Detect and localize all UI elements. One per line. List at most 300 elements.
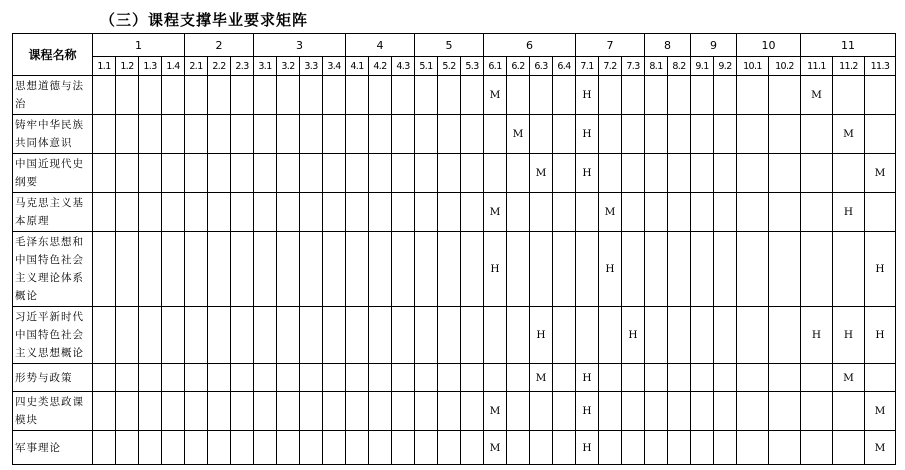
support-level-cell	[162, 431, 185, 465]
support-level-cell	[507, 154, 530, 193]
support-level-cell	[323, 364, 346, 392]
support-level-cell	[162, 364, 185, 392]
requirement-sub-header: 4.2	[369, 57, 392, 76]
support-level-cell	[553, 232, 576, 307]
support-level-cell	[277, 76, 300, 115]
support-level-cell	[801, 392, 833, 431]
support-level-cell: M	[484, 193, 507, 232]
support-level-cell	[553, 307, 576, 364]
support-level-cell	[116, 232, 139, 307]
support-level-cell	[323, 76, 346, 115]
requirement-sub-header: 10.2	[769, 57, 801, 76]
support-level-cell	[208, 232, 231, 307]
support-level-cell	[231, 76, 254, 115]
support-level-cell: H	[865, 232, 896, 307]
support-level-cell	[599, 76, 622, 115]
requirement-sub-header: 9.2	[714, 57, 737, 76]
requirement-sub-header: 11.2	[833, 57, 865, 76]
support-level-cell	[369, 193, 392, 232]
requirement-sub-header: 6.4	[553, 57, 576, 76]
support-level-cell	[530, 232, 553, 307]
support-level-cell	[484, 115, 507, 154]
support-level-cell	[801, 193, 833, 232]
support-level-cell	[833, 232, 865, 307]
support-level-cell	[737, 392, 769, 431]
requirement-sub-header: 2.2	[208, 57, 231, 76]
support-level-cell	[139, 154, 162, 193]
support-level-cell	[369, 364, 392, 392]
requirement-sub-header: 5.3	[461, 57, 484, 76]
support-level-cell	[254, 193, 277, 232]
support-level-cell: M	[530, 154, 553, 193]
support-level-cell	[415, 193, 438, 232]
support-level-cell	[645, 193, 668, 232]
support-level-cell	[599, 431, 622, 465]
support-level-cell	[392, 307, 415, 364]
support-level-cell	[769, 431, 801, 465]
requirement-sub-header: 4.3	[392, 57, 415, 76]
support-level-cell: M	[865, 431, 896, 465]
support-level-cell	[668, 364, 691, 392]
support-level-cell	[93, 193, 116, 232]
support-level-cell: H	[801, 307, 833, 364]
support-level-cell	[208, 76, 231, 115]
support-level-cell	[461, 232, 484, 307]
support-level-cell	[769, 392, 801, 431]
support-level-cell	[254, 392, 277, 431]
support-level-cell	[392, 364, 415, 392]
support-level-cell	[277, 154, 300, 193]
support-level-cell	[737, 232, 769, 307]
support-level-cell	[162, 232, 185, 307]
support-level-cell	[93, 364, 116, 392]
requirement-sub-header: 5.2	[438, 57, 461, 76]
support-level-cell	[254, 115, 277, 154]
support-level-cell	[599, 364, 622, 392]
support-level-cell	[162, 392, 185, 431]
support-level-cell	[254, 232, 277, 307]
requirement-sub-header: 1.4	[162, 57, 185, 76]
support-level-cell	[346, 307, 369, 364]
support-level-cell	[323, 193, 346, 232]
support-level-cell	[438, 392, 461, 431]
support-level-cell	[392, 392, 415, 431]
support-level-cell	[93, 431, 116, 465]
requirement-sub-header: 3.4	[323, 57, 346, 76]
support-level-cell	[645, 307, 668, 364]
support-level-cell	[93, 392, 116, 431]
support-level-cell	[553, 193, 576, 232]
support-level-cell	[714, 364, 737, 392]
support-level-cell: H	[484, 232, 507, 307]
support-level-cell: M	[507, 115, 530, 154]
support-level-cell	[93, 232, 116, 307]
support-level-cell	[769, 232, 801, 307]
support-level-cell	[346, 392, 369, 431]
table-row	[13, 76, 896, 115]
support-level-cell	[208, 307, 231, 364]
support-level-cell	[599, 154, 622, 193]
support-level-cell	[415, 154, 438, 193]
requirement-sub-header: 7.2	[599, 57, 622, 76]
table-row	[13, 232, 896, 307]
requirement-group-header: 5	[415, 34, 484, 57]
support-level-cell	[185, 431, 208, 465]
support-level-cell	[801, 232, 833, 307]
course-name-cell: 四史类思政课模块	[13, 392, 93, 431]
support-level-cell	[507, 193, 530, 232]
support-level-cell	[139, 431, 162, 465]
support-level-cell	[668, 193, 691, 232]
support-level-cell	[185, 232, 208, 307]
support-level-cell	[714, 392, 737, 431]
support-level-cell	[162, 307, 185, 364]
support-level-cell	[346, 232, 369, 307]
support-level-cell	[438, 193, 461, 232]
support-level-cell: M	[599, 193, 622, 232]
support-level-cell	[865, 364, 896, 392]
requirement-group-header: 1	[93, 34, 185, 57]
support-level-cell	[668, 76, 691, 115]
support-level-cell	[415, 307, 438, 364]
table-row	[13, 364, 896, 392]
support-level-cell	[737, 76, 769, 115]
support-level-cell	[553, 115, 576, 154]
requirement-sub-header: 4.1	[346, 57, 369, 76]
requirement-sub-header: 3.1	[254, 57, 277, 76]
support-level-cell: M	[833, 364, 865, 392]
support-level-cell: H	[530, 307, 553, 364]
support-level-cell	[691, 193, 714, 232]
requirement-sub-header: 1.2	[116, 57, 139, 76]
support-level-cell	[254, 431, 277, 465]
support-level-cell	[162, 76, 185, 115]
support-level-cell	[323, 307, 346, 364]
support-level-cell	[139, 115, 162, 154]
support-level-cell	[530, 76, 553, 115]
support-level-cell	[668, 392, 691, 431]
support-level-cell	[139, 392, 162, 431]
support-level-cell	[392, 232, 415, 307]
table-row	[13, 307, 896, 364]
support-level-cell	[323, 392, 346, 431]
support-level-cell	[185, 193, 208, 232]
support-level-cell	[392, 154, 415, 193]
support-level-cell	[553, 154, 576, 193]
support-level-cell	[438, 307, 461, 364]
table-row	[13, 193, 896, 232]
support-level-cell	[116, 154, 139, 193]
support-level-cell	[507, 76, 530, 115]
requirement-group-header: 7	[576, 34, 645, 57]
support-level-cell	[438, 115, 461, 154]
support-level-cell	[300, 307, 323, 364]
course-name-header: 课程名称	[13, 34, 93, 76]
support-level-cell	[300, 431, 323, 465]
support-level-cell	[277, 115, 300, 154]
support-level-cell	[185, 364, 208, 392]
support-level-cell	[530, 193, 553, 232]
support-level-cell	[369, 154, 392, 193]
support-level-cell	[484, 307, 507, 364]
support-level-cell	[438, 154, 461, 193]
requirement-sub-header: 11.3	[865, 57, 896, 76]
support-level-cell	[438, 431, 461, 465]
requirement-sub-header: 7.3	[622, 57, 645, 76]
support-level-cell: H	[599, 232, 622, 307]
support-level-cell	[415, 115, 438, 154]
support-level-cell	[461, 154, 484, 193]
support-level-cell	[93, 76, 116, 115]
support-level-cell	[300, 154, 323, 193]
requirement-sub-header: 8.1	[645, 57, 668, 76]
support-level-cell	[139, 193, 162, 232]
support-level-cell	[865, 193, 896, 232]
support-level-cell: M	[801, 76, 833, 115]
support-level-cell	[645, 154, 668, 193]
support-level-cell	[691, 364, 714, 392]
support-level-cell	[769, 76, 801, 115]
support-level-cell	[801, 115, 833, 154]
support-level-cell	[116, 115, 139, 154]
support-level-cell	[801, 431, 833, 465]
support-level-cell	[645, 392, 668, 431]
support-level-cell	[833, 154, 865, 193]
support-level-cell	[769, 154, 801, 193]
support-level-cell	[691, 232, 714, 307]
support-level-cell	[668, 307, 691, 364]
support-level-cell: H	[865, 307, 896, 364]
support-level-cell	[833, 431, 865, 465]
support-level-cell	[645, 364, 668, 392]
requirement-group-header: 2	[185, 34, 254, 57]
support-level-cell	[645, 431, 668, 465]
requirement-group-header: 11	[801, 34, 896, 57]
support-level-cell	[691, 392, 714, 431]
support-level-cell	[530, 115, 553, 154]
support-level-cell	[622, 364, 645, 392]
support-level-cell: H	[576, 392, 599, 431]
support-level-cell	[484, 154, 507, 193]
support-level-cell	[415, 232, 438, 307]
course-name-cell: 习近平新时代中国特色社会主义思想概论	[13, 307, 93, 364]
support-level-cell	[553, 364, 576, 392]
requirement-sub-header: 6.3	[530, 57, 553, 76]
support-level-cell	[714, 307, 737, 364]
support-level-cell	[645, 115, 668, 154]
support-level-cell	[507, 364, 530, 392]
support-level-cell	[231, 431, 254, 465]
support-level-cell	[392, 76, 415, 115]
support-level-cell	[622, 115, 645, 154]
support-level-cell	[116, 193, 139, 232]
support-level-cell	[737, 431, 769, 465]
support-level-cell	[254, 307, 277, 364]
support-level-cell	[769, 307, 801, 364]
support-level-cell	[576, 193, 599, 232]
support-level-cell	[93, 307, 116, 364]
support-level-cell	[277, 193, 300, 232]
support-level-cell	[116, 431, 139, 465]
support-level-cell	[833, 76, 865, 115]
support-level-cell	[576, 232, 599, 307]
support-level-cell	[714, 115, 737, 154]
support-level-cell: M	[484, 392, 507, 431]
support-level-cell	[599, 307, 622, 364]
support-level-cell	[139, 76, 162, 115]
support-level-cell	[553, 431, 576, 465]
support-level-cell	[622, 232, 645, 307]
requirement-group-header: 9	[691, 34, 737, 57]
support-level-cell	[116, 364, 139, 392]
course-name-cell: 中国近现代史纲要	[13, 154, 93, 193]
support-level-cell	[277, 392, 300, 431]
support-level-cell	[415, 392, 438, 431]
requirement-sub-header: 1.3	[139, 57, 162, 76]
support-level-cell	[346, 115, 369, 154]
support-level-cell	[346, 154, 369, 193]
support-level-cell	[369, 115, 392, 154]
support-level-cell	[737, 364, 769, 392]
support-level-cell	[185, 307, 208, 364]
support-level-cell: M	[865, 154, 896, 193]
support-level-cell	[369, 392, 392, 431]
support-level-cell: M	[484, 431, 507, 465]
support-level-cell	[139, 232, 162, 307]
support-level-cell	[300, 392, 323, 431]
support-level-cell	[208, 193, 231, 232]
requirement-sub-header: 3.2	[277, 57, 300, 76]
support-level-cell	[369, 431, 392, 465]
support-level-cell	[530, 392, 553, 431]
requirement-sub-header: 6.1	[484, 57, 507, 76]
support-level-cell	[231, 154, 254, 193]
requirement-group-header: 6	[484, 34, 576, 57]
support-level-cell	[116, 76, 139, 115]
requirement-sub-header: 8.2	[668, 57, 691, 76]
support-level-cell	[415, 364, 438, 392]
support-level-cell	[208, 364, 231, 392]
support-level-cell	[277, 364, 300, 392]
page-title: （三）课程支撑毕业要求矩阵	[100, 11, 309, 29]
support-level-cell	[208, 392, 231, 431]
course-name-cell: 形势与政策	[13, 364, 93, 392]
support-level-cell: H	[576, 76, 599, 115]
support-level-cell	[300, 76, 323, 115]
support-level-cell	[116, 392, 139, 431]
support-level-cell	[116, 307, 139, 364]
support-level-cell	[622, 431, 645, 465]
support-level-cell: H	[576, 364, 599, 392]
support-level-cell	[438, 364, 461, 392]
support-level-cell	[162, 115, 185, 154]
support-level-cell	[415, 76, 438, 115]
support-level-cell	[369, 232, 392, 307]
support-level-cell	[162, 154, 185, 193]
requirement-group-header: 4	[346, 34, 415, 57]
support-level-cell	[139, 307, 162, 364]
support-level-cell	[139, 364, 162, 392]
requirement-sub-header: 5.1	[415, 57, 438, 76]
support-level-cell	[507, 232, 530, 307]
support-level-cell	[645, 232, 668, 307]
support-level-cell	[392, 193, 415, 232]
support-level-cell: M	[530, 364, 553, 392]
support-level-cell	[461, 431, 484, 465]
support-level-cell	[231, 232, 254, 307]
support-level-cell	[231, 392, 254, 431]
support-level-cell	[323, 115, 346, 154]
support-level-cell	[346, 76, 369, 115]
requirement-sub-header: 2.1	[185, 57, 208, 76]
support-level-cell	[714, 193, 737, 232]
support-level-cell	[323, 154, 346, 193]
requirement-sub-header: 9.1	[691, 57, 714, 76]
support-matrix-table	[12, 33, 896, 465]
support-level-cell	[231, 364, 254, 392]
support-level-cell	[599, 115, 622, 154]
support-level-cell	[346, 431, 369, 465]
support-level-cell	[208, 431, 231, 465]
support-level-cell	[185, 76, 208, 115]
support-level-cell	[369, 307, 392, 364]
support-level-cell	[833, 392, 865, 431]
requirement-sub-header: 10.1	[737, 57, 769, 76]
table-row	[13, 392, 896, 431]
support-level-cell	[415, 431, 438, 465]
support-level-cell: H	[576, 154, 599, 193]
support-level-cell	[231, 307, 254, 364]
support-level-cell	[300, 115, 323, 154]
support-level-cell	[769, 115, 801, 154]
support-level-cell	[769, 364, 801, 392]
support-level-cell	[461, 115, 484, 154]
support-level-cell	[507, 307, 530, 364]
support-level-cell	[714, 232, 737, 307]
support-level-cell	[185, 115, 208, 154]
table-row	[13, 154, 896, 193]
support-level-cell	[668, 115, 691, 154]
support-level-cell	[438, 232, 461, 307]
support-level-cell	[461, 307, 484, 364]
support-level-cell	[254, 76, 277, 115]
course-name-cell: 马克思主义基本原理	[13, 193, 93, 232]
support-level-cell	[865, 115, 896, 154]
support-level-cell	[691, 431, 714, 465]
support-level-cell	[737, 307, 769, 364]
support-level-cell	[300, 193, 323, 232]
support-level-cell	[622, 392, 645, 431]
support-level-cell	[461, 76, 484, 115]
course-name-cell: 铸牢中华民族共同体意识	[13, 115, 93, 154]
support-level-cell	[645, 76, 668, 115]
support-level-cell	[691, 76, 714, 115]
support-level-cell	[392, 431, 415, 465]
requirement-sub-header: 7.1	[576, 57, 599, 76]
support-level-cell	[507, 431, 530, 465]
support-level-cell	[392, 115, 415, 154]
support-level-cell	[461, 392, 484, 431]
support-level-cell	[93, 115, 116, 154]
course-name-cell: 军事理论	[13, 431, 93, 465]
support-level-cell	[553, 76, 576, 115]
support-level-cell: M	[484, 76, 507, 115]
support-level-cell: M	[833, 115, 865, 154]
support-level-cell	[668, 431, 691, 465]
support-level-cell	[93, 154, 116, 193]
requirement-sub-header: 1.1	[93, 57, 116, 76]
support-level-cell	[185, 392, 208, 431]
